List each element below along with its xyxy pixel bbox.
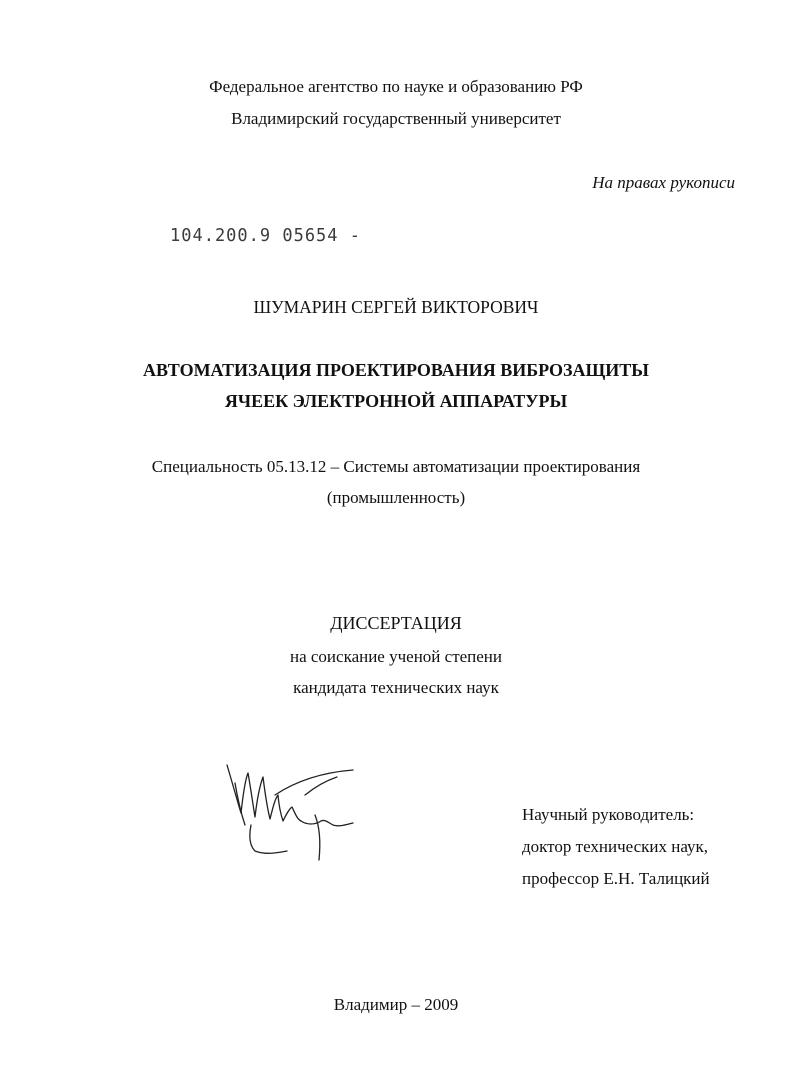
dissertation-heading: ДИССЕРТАЦИЯ (330, 613, 462, 633)
supervisor-degree: доктор технических наук, (522, 837, 709, 856)
manuscript-note: На правах рукописи (592, 173, 735, 192)
specialty-line-2: (промышленность) (326, 488, 466, 507)
thesis-title-line-2: ЯЧЕЕК ЭЛЕКТРОННОЙ АППАРАТУРЫ (224, 391, 568, 411)
degree-line-1: на соискание ученой степени (289, 647, 503, 666)
author-signature (215, 755, 375, 875)
degree-line-2: кандидата технических наук (293, 678, 499, 697)
agency-name: Федеральное агентство по науке и образованию РФ (209, 77, 583, 96)
supervisor-label: Научный руководитель: (522, 805, 695, 824)
specialty-line-1: Специальность 05.13.12 – Системы автоматизации проектирования (151, 457, 641, 476)
author-name: ШУМАРИН СЕРГЕЙ ВИКТОРОВИЧ (253, 297, 539, 317)
supervisor-name: профессор Е.Н. Талицкий (522, 869, 710, 888)
thesis-title-line-1: АВТОМАТИЗАЦИЯ ПРОЕКТИРОВАНИЯ ВИБРОЗАЩИТЫ (143, 360, 649, 380)
city-year: Владимир – 2009 (333, 995, 459, 1014)
inventory-stamp-number: 104.200.9 05654 - (170, 225, 361, 247)
university-name: Владимирский государственный университет (231, 109, 561, 128)
